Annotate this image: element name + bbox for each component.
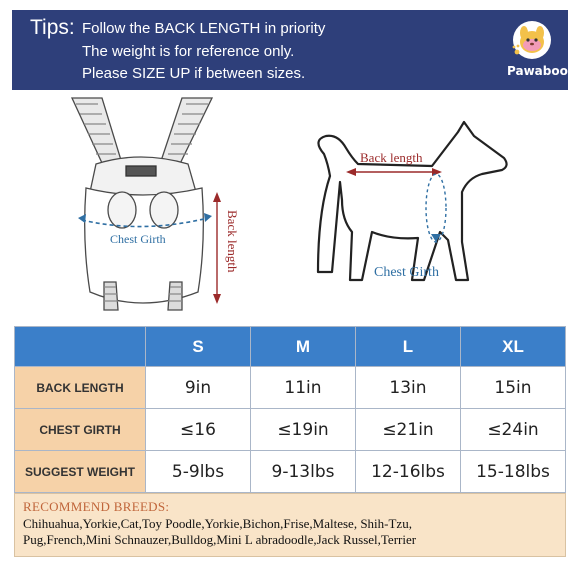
table-row-suggest-weight	[15, 451, 566, 493]
tip-line: Please SIZE UP if between sizes.	[82, 65, 306, 82]
carrier-illustration	[72, 98, 212, 310]
table-cell: ≤19in	[251, 409, 356, 451]
table-cell: 9-13lbs	[251, 451, 356, 493]
dog-chest-girth-label: Chest Girth	[374, 265, 439, 280]
tip-line: Follow the BACK LENGTH in priority	[82, 20, 326, 37]
table-cell: 13in	[356, 367, 461, 409]
pawaboo-logo	[507, 18, 568, 84]
table-cell: ≤16	[146, 409, 251, 451]
carrier-back-arrow	[213, 192, 221, 304]
breeds-list-line: Chihuahua,Yorkie,Cat,Toy Poodle,Yorkie,Bichon,Frise,Maltese, Shih-Tzu,	[23, 516, 412, 531]
carrier-back-length-label: Back length	[225, 210, 240, 273]
table-cell: ≤21in	[356, 409, 461, 451]
table-cell: 11in	[251, 367, 356, 409]
table-cell: 12-16lbs	[356, 451, 461, 493]
header-corner	[15, 327, 146, 367]
table-cell: 5-9lbs	[146, 451, 251, 493]
table-row-chest-girth	[15, 409, 566, 451]
size-header-xl: XL	[461, 327, 566, 367]
logo-wordmark: Pawaboo	[507, 64, 568, 78]
size-header-s: S	[146, 327, 251, 367]
breeds-list-line: Pug,French,Mini Schnauzer,Bulldog,Mini L abradoodle,Jack Russel,Terrier	[23, 532, 417, 547]
dog-back-length-label: Back length	[360, 150, 423, 165]
table-cell: 15-18lbs	[461, 451, 566, 493]
recommended-breeds-box	[14, 493, 566, 557]
row-label: BACK LENGTH	[15, 367, 146, 409]
tips-banner	[12, 10, 568, 90]
row-label: CHEST GIRTH	[15, 409, 146, 451]
carrier-chest-girth-label: Chest Girth	[110, 232, 166, 246]
table-cell: ≤24in	[461, 409, 566, 451]
breeds-title: RECOMMEND BREEDS:	[23, 499, 170, 514]
table-cell: 9in	[146, 367, 251, 409]
tip-line: The weight is for reference only.	[82, 43, 295, 60]
size-header-row	[15, 327, 566, 367]
row-label: SUGGEST WEIGHT	[15, 451, 146, 493]
table-row-back-length	[15, 367, 566, 409]
logo-icon	[507, 18, 557, 66]
size-header-m: M	[251, 327, 356, 367]
size-chart-table	[14, 326, 566, 493]
tips-label: Tips:	[30, 16, 75, 39]
table-cell: 15in	[461, 367, 566, 409]
dog-illustration	[318, 122, 507, 280]
illustrations	[12, 92, 568, 324]
size-header-l: L	[356, 327, 461, 367]
